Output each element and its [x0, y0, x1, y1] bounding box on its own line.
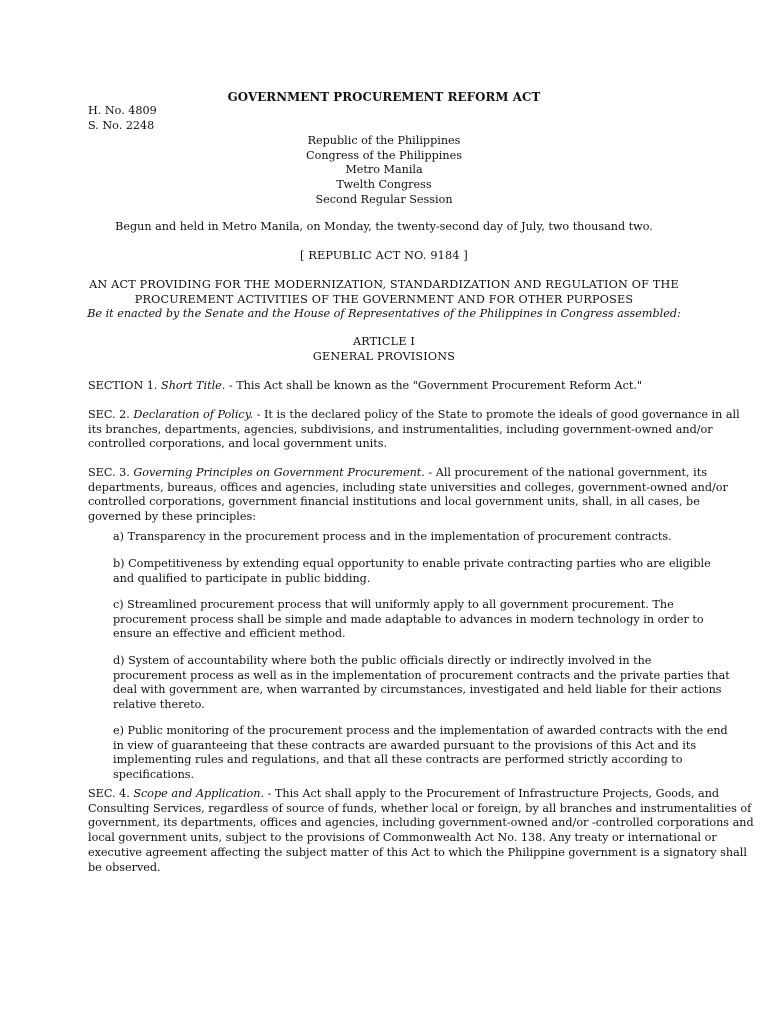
section-text: Consulting Services, regardless of source of funds, whether local or foreign, by all branches and instrumentalities of [88, 801, 752, 815]
section-title: Governing Principles on Government Procurement. [133, 466, 425, 479]
principle-line: d) System of accountability where both the public officials directly or indirectly involved in the [113, 654, 652, 667]
header-line: Twelth Congress [336, 178, 432, 192]
section-2 [88, 408, 740, 452]
house-number: H. No. 4809 [88, 104, 157, 117]
principle-line: b) Competitiveness by extending equal opportunity to enable private contracting parties who are eligible [113, 557, 711, 570]
section-label: SEC. 4. [88, 787, 130, 800]
principle-line: ensure an effective and efficient method. [113, 627, 346, 641]
section-title: Declaration of Policy. [133, 408, 254, 421]
act-title-line: PROCUREMENT ACTIVITIES OF THE GOVERNMENT AND FOR OTHER PURPOSES [134, 292, 634, 306]
section-text: its branches, departments, agencies, subdivisions, and instrumentalities, including government-owned and/or [88, 422, 713, 436]
principle-line: specifications. [113, 768, 195, 782]
section-text: controlled corporations, government financial institutions and local government units, shall, in all cases, be [88, 495, 700, 509]
header-block [0, 134, 768, 208]
principle-a [113, 530, 672, 545]
principle-c [113, 598, 704, 642]
principle-line: a) Transparency in the procurement process and in the implementation of procurement contracts. [113, 530, 672, 543]
principle-line: e) Public monitoring of the procurement process and the implementation of awarded contracts with the end [113, 724, 728, 737]
section-text: departments, bureaus, offices and agencies, including state universities and colleges, government-owned and/or [88, 480, 728, 494]
header-line: Second Regular Session [315, 192, 453, 206]
section-text: controlled corporations, and local government units. [88, 437, 388, 451]
principle-line: deal with government are, when warranted by circumstances, investigated and held liable for their actions [113, 683, 722, 697]
republic-act-number: [ REPUBLIC ACT NO. 9184 ] [300, 249, 468, 262]
section-3 [88, 466, 728, 525]
principle-e [113, 724, 728, 783]
section-text: - It is the declared policy of the State to promote the ideals of good governance in all [253, 408, 740, 421]
section-label: SECTION 1. [88, 379, 158, 392]
header-line: Congress of the Philippines [306, 148, 462, 162]
act-title [0, 278, 768, 307]
section-label: SEC. 2. [88, 408, 130, 421]
principle-line: procurement process shall be simple and made adaptable to advances in modern technology in order to [113, 612, 704, 626]
section-text: - All procurement of the national government, its [424, 466, 707, 479]
section-1 [88, 379, 642, 392]
principle-line: in view of guaranteeing that these contracts are awarded pursuant to the provisions of this Act and its [113, 738, 697, 752]
section-text: be observed. [88, 860, 161, 874]
principle-d [113, 654, 730, 713]
principle-b [113, 557, 711, 586]
section-title: Scope and Application. [133, 787, 265, 800]
header-line: Metro Manila [345, 163, 423, 177]
senate-number: S. No. 2248 [88, 119, 155, 132]
article-heading [0, 335, 768, 364]
begun-statement: Begun and held in Metro Manila, on Monday, the twenty-second day of July, two thousand two. [115, 220, 653, 233]
section-4 [88, 787, 754, 875]
enacting-clause: Be it enacted by the Senate and the House of Representatives of the Philippines in Congress assembled: [87, 307, 681, 320]
section-text: executive agreement affecting the subject matter of this Act to which the Philippine government is a signatory shall [88, 845, 747, 859]
section-text: governed by these principles: [88, 510, 257, 524]
article-number: ARTICLE I [352, 335, 416, 348]
act-title-line: AN ACT PROVIDING FOR THE MODERNIZATION, STANDARDIZATION AND REGULATION OF THE [89, 278, 679, 291]
principle-line: relative thereto. [113, 698, 205, 712]
section-title: Short Title. [161, 379, 226, 392]
section-text: government, its departments, offices and agencies, including government-owned and/or -controlled corporations and [88, 816, 754, 830]
principle-line: procurement process as well as in the implementation of procurement contracts and the private parties that [113, 668, 730, 682]
principle-line: implementing rules and regulations, and that all these contracts are performed strictly according to [113, 753, 683, 767]
principle-line: and qualified to participate in public bidding. [113, 571, 371, 585]
document-title: GOVERNMENT PROCUREMENT REFORM ACT [227, 90, 541, 104]
section-text: local government units, subject to the provisions of Commonwealth Act No. 138. Any treaty or international or [88, 831, 717, 845]
article-title: GENERAL PROVISIONS [312, 349, 456, 363]
principle-line: c) Streamlined procurement process that will uniformly apply to all government procurement. The [113, 598, 674, 611]
section-text: - This Act shall be known as the "Government Procurement Reform Act." [225, 379, 643, 392]
section-label: SEC. 3. [88, 466, 130, 479]
header-line: Republic of the Philippines [307, 134, 461, 147]
section-text: - This Act shall apply to the Procurement of Infrastructure Projects, Goods, and [264, 787, 720, 800]
